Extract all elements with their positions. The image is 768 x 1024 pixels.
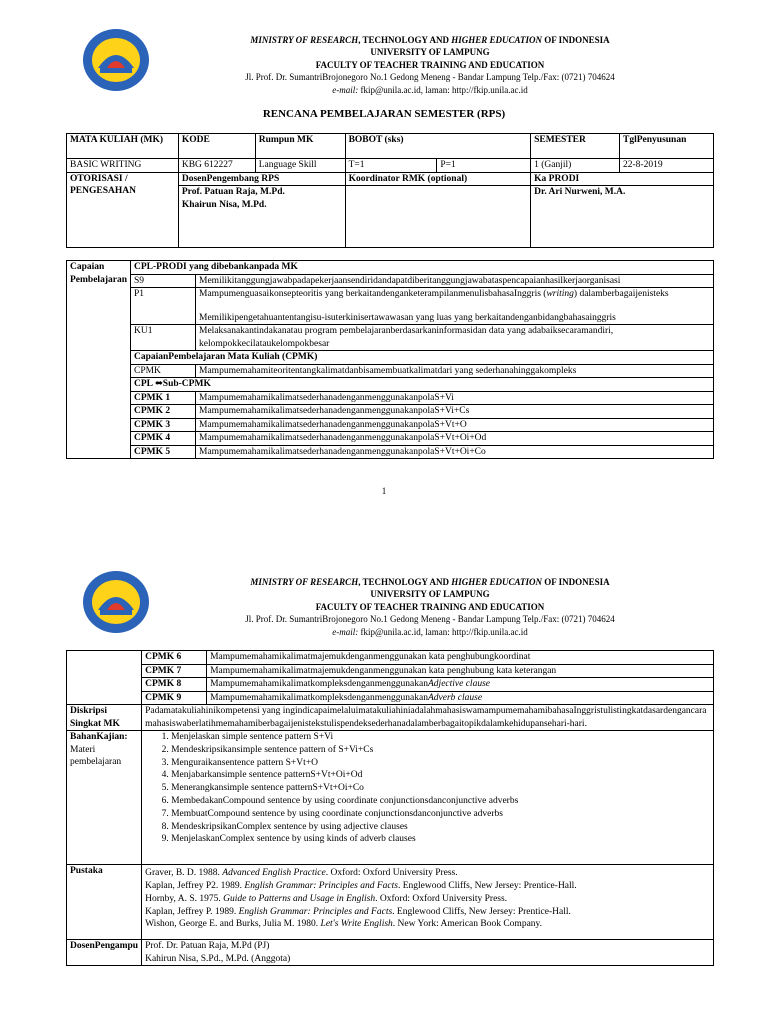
dosen-pengembang-names: Prof. Patuan Raja, M.Pd. Khairun Nisa, M.Pd. [178,186,345,248]
list-item: Kaplan, Jeffrey P. 1989. English Grammar: Principles and Facts. Englewood Cliffs, New Jersey: Prentice-Hall. [145,906,571,917]
list-item: 5. Menerangkansimple sentence patternS+Vt+Oi+Co [171,782,710,795]
capaian-label-cont [67,651,142,705]
table-row: CPMK 2 MampumemahamikalimatsederhanadenganmenggunakanpolaS+Vi+Cs [67,405,714,419]
list-item: Prof. Dr. Patuan Raja, M.Pd (PJ) [145,941,270,952]
dosen-pengembang-label: DosenPengembang RPS [178,172,345,186]
list-item: 7. MembuatCompound sentence by using coordinate conjunctionsdanconjunctive adverbs [171,808,710,821]
list-item: 3. Menguraikansentence pattern S+Vt+O [171,757,710,770]
letterhead [180,576,680,638]
header-kode: KODE [178,134,255,159]
code-s9: S9 [130,274,195,288]
code-p1: P1 [130,288,195,325]
otorisasi-label: OTORISASI / PENGESAHAN [67,172,179,248]
faculty-name: FACULTY OF TEACHER TRAINING AND EDUCATION [315,601,545,612]
university-name: UNIVERSITY OF LAMPUNG [370,589,490,600]
rps-continued-table [66,650,714,966]
address-line: Jl. Prof. Dr. SumantriBrojonegoro No.1 Gedong Meneng - Bandar Lampung Telp./Fax: (0721) 704624 [245,614,615,625]
list-item: Graver, B. D. 1988. Advanced English Practice. Oxford: Oxford University Press. [145,868,458,879]
text-s9: Memilikitanggungjawabpadapekerjaansendiridandapatdiberitanggungjawabataspencapaianhasilkerjaorganisasi [196,274,714,288]
value-kode: KBG 612227 [178,159,255,173]
table-row: CPMK 5 MampumemahamikalimatsederhanadenganmenggunakanpolaS+Vt+Oi+Co [67,445,714,459]
list-item: Kahirun Nisa, S.Pd., M.Pd. (Anggota) [145,953,291,964]
value-mk: BASIC WRITING [67,159,179,173]
list-item: 2. Mendeskripsikansimple sentence pattern of S+Vi+Cs [171,744,710,757]
cpmk-heading: CapaianPembelajaran Mata Kuliah (CPMK) [130,351,713,365]
cpl-prodi-heading: CPL-PRODI yang dibebankanpada MK [130,261,713,275]
university-name: UNIVERSITY OF LAMPUNG [370,47,490,58]
list-item: 8. MendeskripsikanComplex sentence by using adjective clauses [171,821,710,834]
table-row: CPMK 8 MampumemahamikalimatkompleksdenganmenggunakanAdjective clause [67,678,714,692]
university-logo [82,28,150,92]
page-2 [0,542,768,1024]
value-t: T=1 [345,159,437,173]
deskripsi-label: Diskripsi Singkat MK [67,705,142,731]
bahan-list [142,731,714,865]
course-info-table [66,133,714,248]
list-item: Wishon, George E. and Burks, Julia M. 1980. Let's Write English. New York: American Book Company. [145,919,543,930]
kaprodi-name: Dr. Ari Nurweni, M.A. [531,186,714,248]
header-tgl: TglPenyusunan [620,134,714,159]
list-item: 1. Menjelaskan simple sentence pattern S+Vi [171,731,710,744]
ministry-line: MINISTRY OF RESEARCH, TECHNOLOGY AND HIGHER EDUCATION OF INDONESIA [250,35,610,45]
text-cpmk: Mampumemahamiteoritentangkalimatdanbisamembuatkalimatdari yang sederhanahinggakompleks [196,364,714,378]
koordinator-value [345,186,531,248]
faculty-name: FACULTY OF TEACHER TRAINING AND EDUCATION [315,59,545,70]
header-bobot: BOBOT (sks) [345,134,531,159]
dosen-pengampu-label: DosenPengampu [67,940,142,966]
letterhead [180,34,680,96]
code-cpmk: CPMK [130,364,195,378]
document-title: RENCANA PEMBELAJARAN SEMESTER (RPS) [262,108,506,120]
text-ku1: Melaksanakantindakanatau program pembelajaranberdasarkaninformasidan data yang adabaiksecaramandiri, kelompokkecilataukelompokbesar [196,325,714,351]
value-tgl: 22-8-2019 [620,159,714,173]
list-item: Kaplan, Jeffrey P2. 1989. English Grammar: Principles and Facts. Englewood Cliffs, New Jersey: Prentice-Hall. [145,880,577,891]
ministry-line: MINISTRY OF RESEARCH, TECHNOLOGY AND HIGHER EDUCATION OF INDONESIA [250,577,610,587]
sub-cpmk-heading: CPL ⬌Sub-CPMK [130,378,713,392]
table-row: CPMK 4 MampumemahamikalimatsederhanadenganmenggunakanpolaS+Vt+Oi+Od [67,432,714,446]
email-line: e-mail: fkip@unila.ac.id, laman: http://fkip.unila.ac.id [332,84,528,95]
value-rumpun: Language Skill [255,159,345,173]
value-p: P=1 [437,159,531,173]
header-rumpun: Rumpun MK [255,134,345,159]
header-semester: SEMESTER [531,134,620,159]
pustaka-label: Pustaka [67,865,142,940]
code-ku1: KU1 [130,325,195,351]
value-semester: 1 (Ganjil) [531,159,620,173]
table-row: CPMK 9 MampumemahamikalimatkompleksdenganmenggunakanAdverb clause [67,691,714,705]
table-row: CPMK 3 MampumemahamikalimatsederhanadenganmenggunakanpolaS+Vt+O [67,418,714,432]
address-line: Jl. Prof. Dr. SumantriBrojonegoro No.1 Gedong Meneng - Bandar Lampung Telp./Fax: (0721) 704624 [245,72,615,83]
list-item: 9. MenjelaskanComplex sentence by using kinds of adverb clauses [171,833,710,846]
text-p1: Mampumenguasaikonsepteoritis yang berkaitandenganketerampilanmenulisbahasaInggris (writing) dalamberbagaijenisteks Memilikipengetahuantentangisu-isuterkinisertawawasan yang luas yang berkaitandenganbidangbahasainggris [196,288,714,325]
university-logo [82,570,150,634]
page-number: 1 [381,486,387,496]
deskripsi-text: Padamatakuliahinikompetensi yang ingindicapaimelaluimatakuliahiniadalahmahasiswamampumemahamibahasaInggristulistingkatdasardengancaramahasiswaberlatihmemahamiberbagaijenistekstulispendeksederhanadalamberbagaitopikdalamkehidupansehari-hari. [142,705,714,731]
header-mk: MATA KULIAH (MK) [67,134,179,159]
table-row: CPMK 1 MampumemahamikalimatsederhanadenganmenggunakanpolaS+Vi [67,391,714,405]
table-row: CPMK 6 Mampumemahamikalimatmajemukdenganmenggunakan kata penghubungkoordinat [67,651,714,665]
table-row: CPMK 7 Mampumemahamikalimatmajemukdenganmenggunakan kata penghubung kata keterangan [67,664,714,678]
kaprodi-label: Ka PRODI [531,172,714,186]
list-item: 4. Menjabarkansimple sentence patternS+Vt+Oi+Od [171,769,710,782]
dosen-pengampu-list [142,940,714,966]
capaian-table [66,260,714,459]
email-line: e-mail: fkip@unila.ac.id, laman: http://fkip.unila.ac.id [332,626,528,637]
list-item: 6. MembedakanCompound sentence by using coordinate conjunctionsdanconjunctive adverbs [171,795,710,808]
bahan-label: BahanKajian: Materi pembelajaran [67,731,142,865]
list-item: Hornby, A. S. 1975. Guide to Patterns and Usage in English. Oxford: Oxford University Press. [145,893,508,904]
pustaka-list [142,865,714,940]
koordinator-label: Koordinator RMK (optional) [345,172,531,186]
capaian-label: Capaian Pembelajaran [67,261,131,459]
